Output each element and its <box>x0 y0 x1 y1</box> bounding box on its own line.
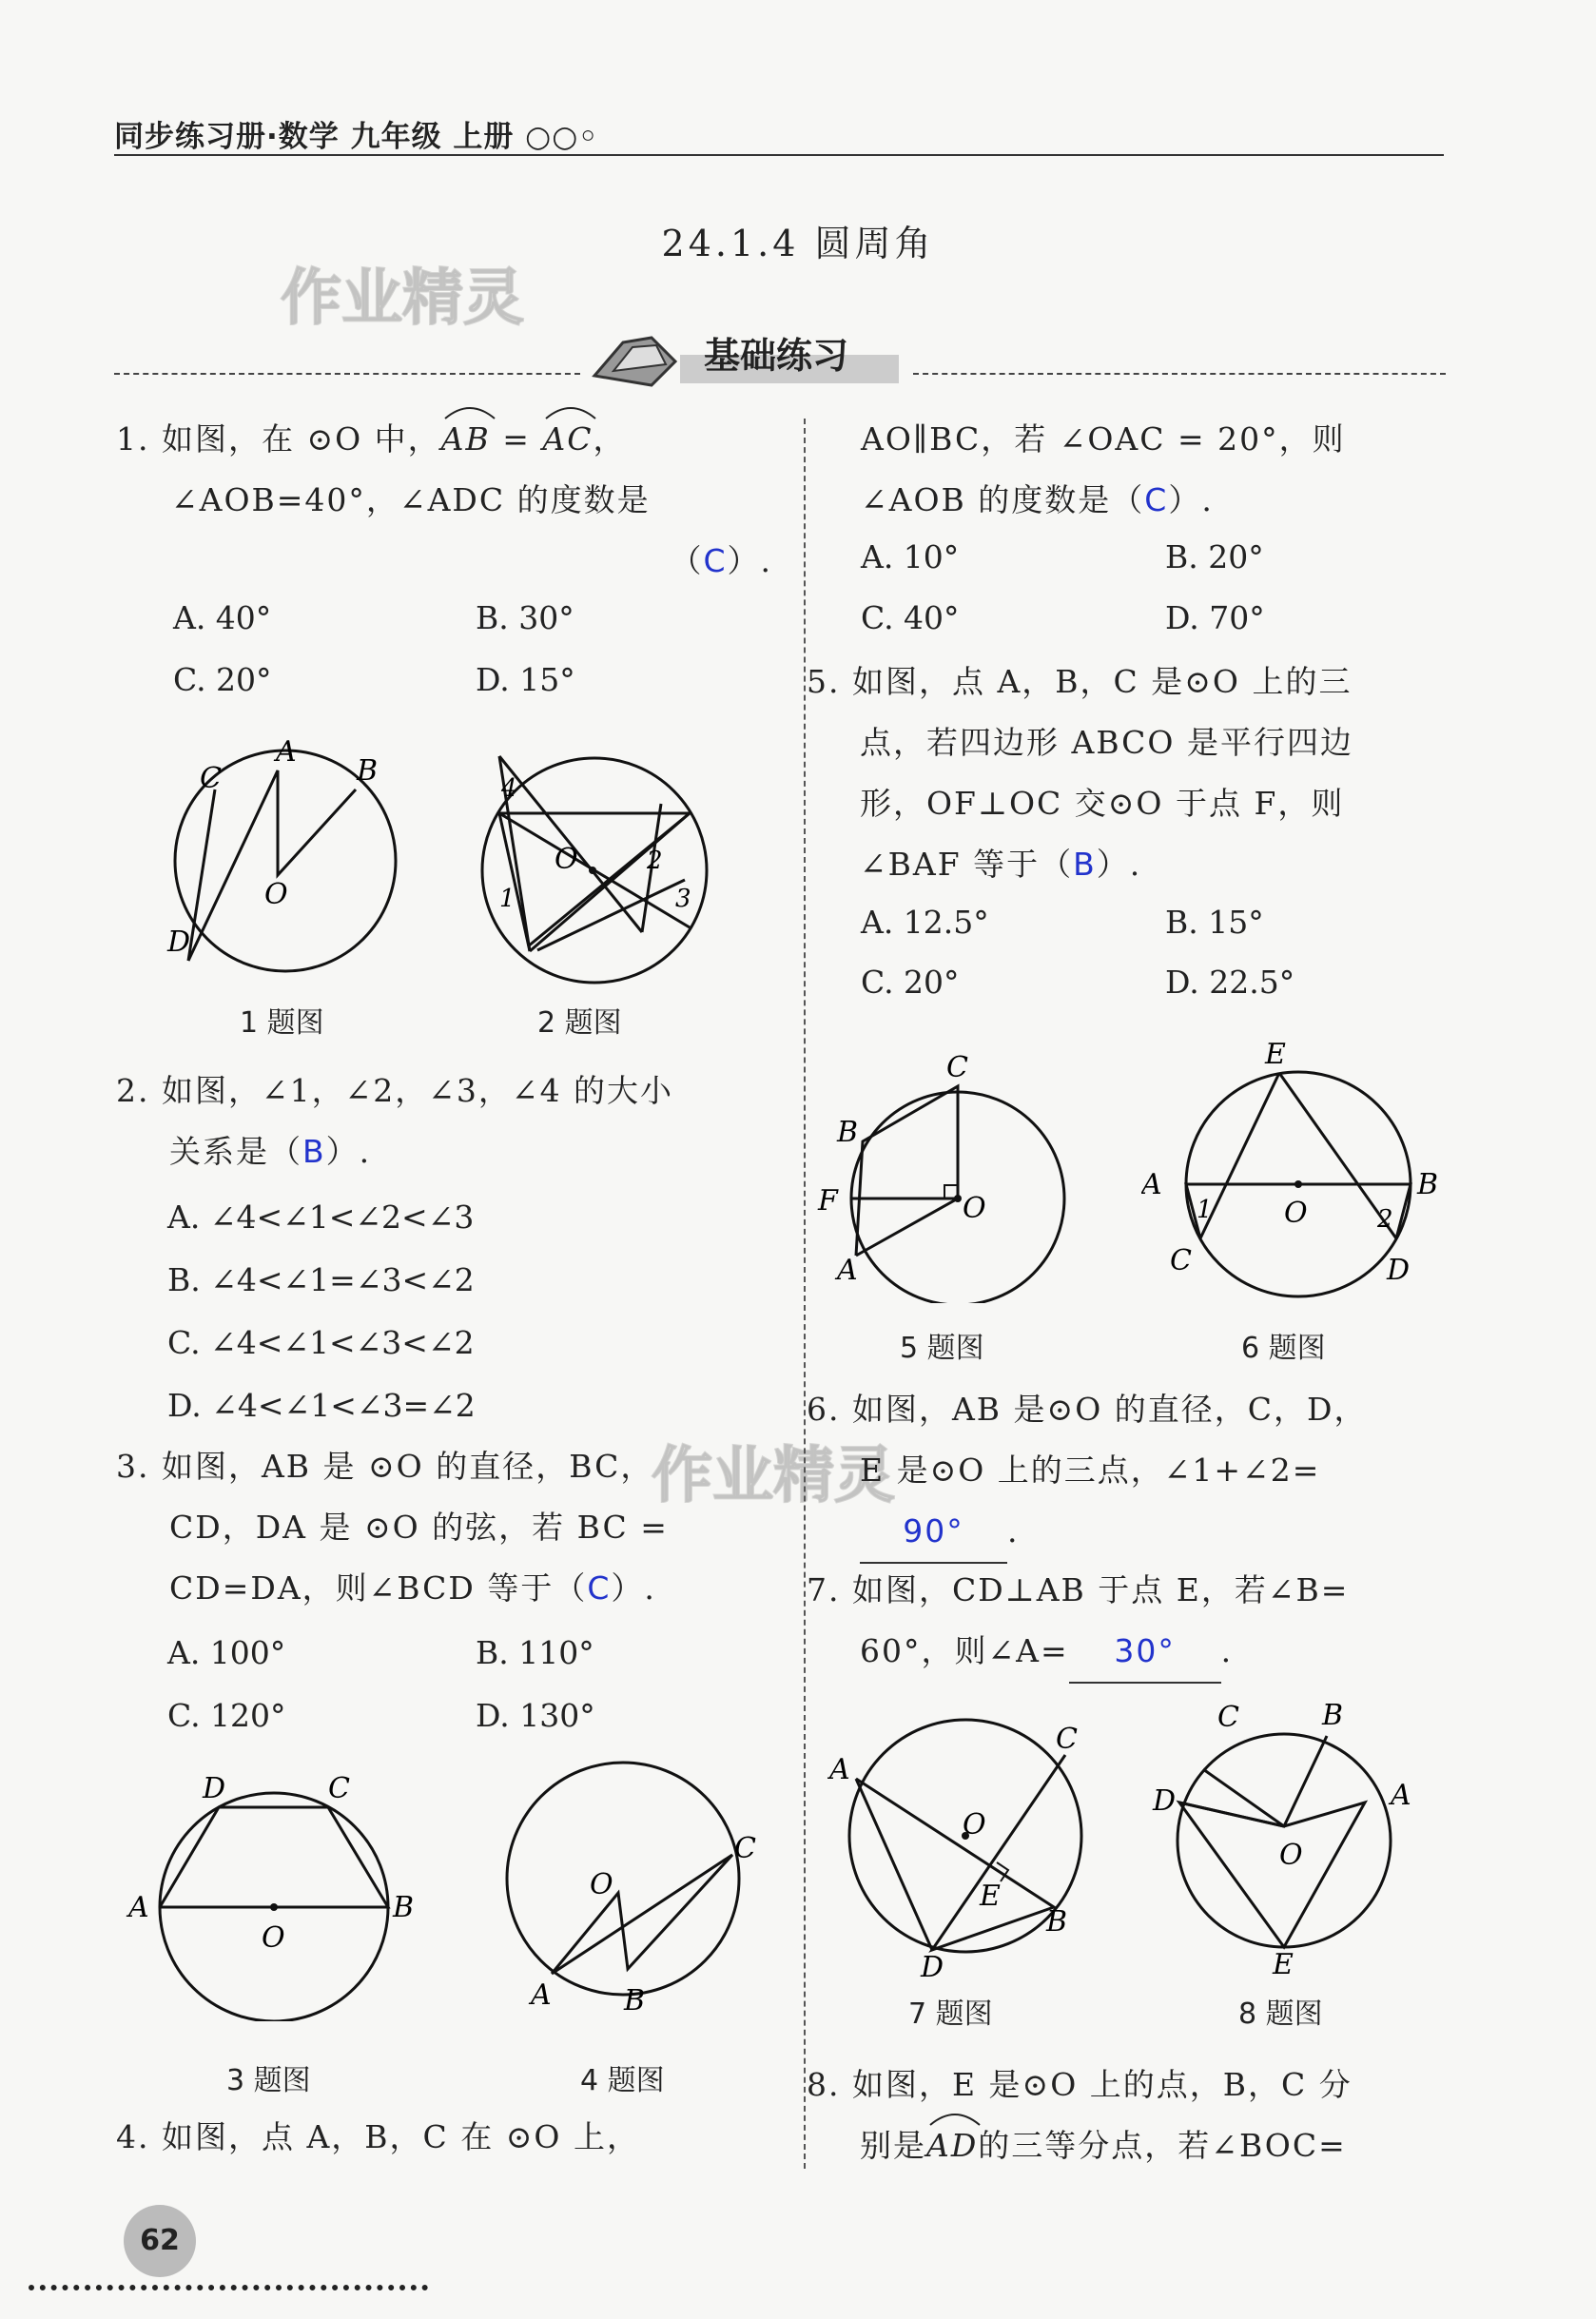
q5-option-b: B. 15° <box>1165 904 1264 941</box>
q3-option-d: D. 130° <box>476 1697 595 1734</box>
answer-2: B <box>302 1133 326 1170</box>
label-B: B <box>1322 1699 1344 1732</box>
caption-figure-4: 4 题图 <box>580 2064 665 2097</box>
running-header: 同步练习册·数学 九年级 上册 ○○◦ <box>114 120 599 154</box>
label-C: C <box>946 1051 968 1084</box>
label-O: O <box>555 843 578 876</box>
question-3: 3. 如图，AB 是 ⊙O 的直径，BC， CD，DA 是 ⊙O 的弦，若 BC = CD=DA，则∠BCD 等于（C）. <box>116 1448 669 1607</box>
q5-option-c: C. 20° <box>861 964 960 1001</box>
label-E: E <box>1265 1038 1286 1071</box>
label-O: O <box>264 878 288 911</box>
answer-3: C <box>587 1569 612 1607</box>
label-A: A <box>531 1978 552 2012</box>
label-C: C <box>200 762 222 795</box>
answer-7: 30° <box>1069 1621 1221 1684</box>
angle-label-1: 1 <box>1197 1196 1213 1224</box>
label-A: A <box>276 735 297 769</box>
q3-option-c: C. 120° <box>167 1697 286 1734</box>
q4-option-c: C. 40° <box>861 599 960 636</box>
question-1: 1. 如图，在 ⊙O 中， AB = AC， ∠AOB=40°，∠ADC 的度数是 （C）. <box>116 409 782 592</box>
q2-option-a: A. ∠4<∠1<∠2<∠3 <box>167 1198 475 1236</box>
banner-title: 基础练习 <box>704 335 849 377</box>
caption-figure-2: 2 题图 <box>537 1006 622 1040</box>
angle-label-1: 1 <box>499 885 516 913</box>
answer-4: C <box>1144 481 1169 518</box>
label-B: B <box>1046 1905 1068 1939</box>
arc-mark-icon <box>441 403 498 420</box>
label-A: A <box>837 1254 858 1287</box>
watermark: 作业精灵 <box>281 263 524 334</box>
section-title: 24.1.4 圆周角 <box>661 223 935 264</box>
label-O: O <box>1284 1197 1308 1230</box>
label-E: E <box>1273 1948 1294 1974</box>
label-A: A <box>829 1753 850 1786</box>
caption-figure-6: 6 题图 <box>1241 1332 1326 1365</box>
label-F: F <box>818 1184 838 1218</box>
page-number: 62 <box>124 2205 196 2277</box>
figure-5 <box>808 1046 1084 1303</box>
answer-6: 90° <box>860 1501 1007 1564</box>
figure-7 <box>827 1703 1094 1978</box>
angle-label-4: 4 <box>501 774 517 803</box>
question-4: 4. 如图，点 A，B，C 在 ⊙O 上， <box>116 2118 640 2155</box>
label-O: O <box>963 1808 986 1842</box>
caption-figure-1: 1 题图 <box>240 1006 324 1040</box>
question-7: 7. 如图，CD⊥AB 于点 E，若∠B= 60°，则∠A= 30° . <box>807 1560 1453 1684</box>
banner-rule-right <box>913 373 1446 375</box>
label-C: C <box>328 1772 350 1805</box>
footer-dots <box>29 2285 428 2290</box>
label-B: B <box>1417 1168 1439 1201</box>
label-C: C <box>1217 1701 1239 1734</box>
q1-option-d: D. 15° <box>476 661 575 698</box>
caption-figure-5: 5 题图 <box>900 1332 984 1365</box>
angle-label-3: 3 <box>675 885 691 913</box>
label-C: C <box>1170 1244 1192 1277</box>
q3-option-b: B. 110° <box>476 1634 594 1671</box>
label-B: B <box>624 1984 646 2017</box>
label-D: D <box>1387 1254 1411 1287</box>
angle-label-2: 2 <box>647 847 663 875</box>
answer-5: B <box>1073 846 1097 883</box>
label-D: D <box>167 926 191 959</box>
label-O: O <box>963 1192 986 1225</box>
q5-option-d: D. 22.5° <box>1165 964 1295 1001</box>
figure-8 <box>1141 1698 1427 1974</box>
question-4-continued: AO∥BC，若 ∠OAC = 20°，则 ∠AOB 的度数是（C）. <box>861 420 1346 518</box>
q4-option-b: B. 20° <box>1165 538 1264 575</box>
label-A: A <box>1391 1779 1411 1812</box>
label-O: O <box>1279 1839 1303 1872</box>
answer-1: C <box>703 542 728 579</box>
q1-option-b: B. 30° <box>476 599 574 636</box>
arc-mark-icon <box>542 403 599 420</box>
label-D: D <box>921 1951 944 1978</box>
q2-option-c: C. ∠4<∠1<∠3<∠2 <box>167 1324 475 1361</box>
question-6: 6. 如图，AB 是⊙O 的直径，C，D， E 是⊙O 上的三点，∠1+∠2= 90° . <box>807 1379 1453 1564</box>
figure-1 <box>162 732 418 989</box>
q2-option-d: D. ∠4<∠1<∠3=∠2 <box>167 1387 476 1424</box>
label-C: C <box>734 1832 756 1865</box>
caption-figure-8: 8 题图 <box>1238 1997 1323 2031</box>
label-D: D <box>1153 1784 1177 1818</box>
figure-6 <box>1141 1027 1455 1313</box>
header-rule <box>114 154 1444 156</box>
q4-option-a: A. 10° <box>861 538 960 575</box>
label-B: B <box>357 754 379 788</box>
label-O: O <box>262 1921 285 1955</box>
label-A: A <box>128 1891 149 1924</box>
label-B: B <box>393 1891 415 1924</box>
question-8: 8. 如图，E 是⊙O 上的点，B，C 分 别是 AD的三等分点，若∠BOC= <box>807 2066 1353 2164</box>
label-B: B <box>837 1116 859 1149</box>
question-2: 2. 如图，∠1，∠2，∠3，∠4 的大小 关系是（B）. <box>116 1072 674 1170</box>
q5-option-a: A. 12.5° <box>861 904 989 941</box>
caption-figure-3: 3 题图 <box>226 2064 311 2097</box>
watermark: 作业精灵 <box>652 1441 895 1511</box>
label-O: O <box>590 1868 613 1901</box>
q1-option-a: A. 40° <box>173 599 272 636</box>
q1-option-c: C. 20° <box>173 661 272 698</box>
figure-4 <box>485 1755 761 2031</box>
figure-2 <box>471 737 728 994</box>
label-E: E <box>980 1880 1001 1913</box>
q2-option-b: B. ∠4<∠1=∠3<∠2 <box>167 1261 475 1298</box>
label-A: A <box>1141 1168 1162 1201</box>
q4-option-d: D. 70° <box>1165 599 1265 636</box>
question-5: 5. 如图，点 A，B，C 是⊙O 上的三 点，若四边形 ABCO 是平行四边 形，OF⊥OC 交⊙O 于点 F，则 ∠BAF 等于（B）. <box>807 663 1353 883</box>
column-separator <box>804 419 806 2169</box>
figure-3 <box>119 1764 423 2021</box>
arc-mark-icon <box>926 2110 983 2127</box>
banner-rule-left <box>114 373 580 375</box>
angle-label-2: 2 <box>1377 1205 1393 1234</box>
q3-option-a: A. 100° <box>167 1634 286 1671</box>
label-D: D <box>203 1772 226 1805</box>
caption-figure-7: 7 题图 <box>908 1997 993 2031</box>
label-C: C <box>1056 1723 1078 1756</box>
